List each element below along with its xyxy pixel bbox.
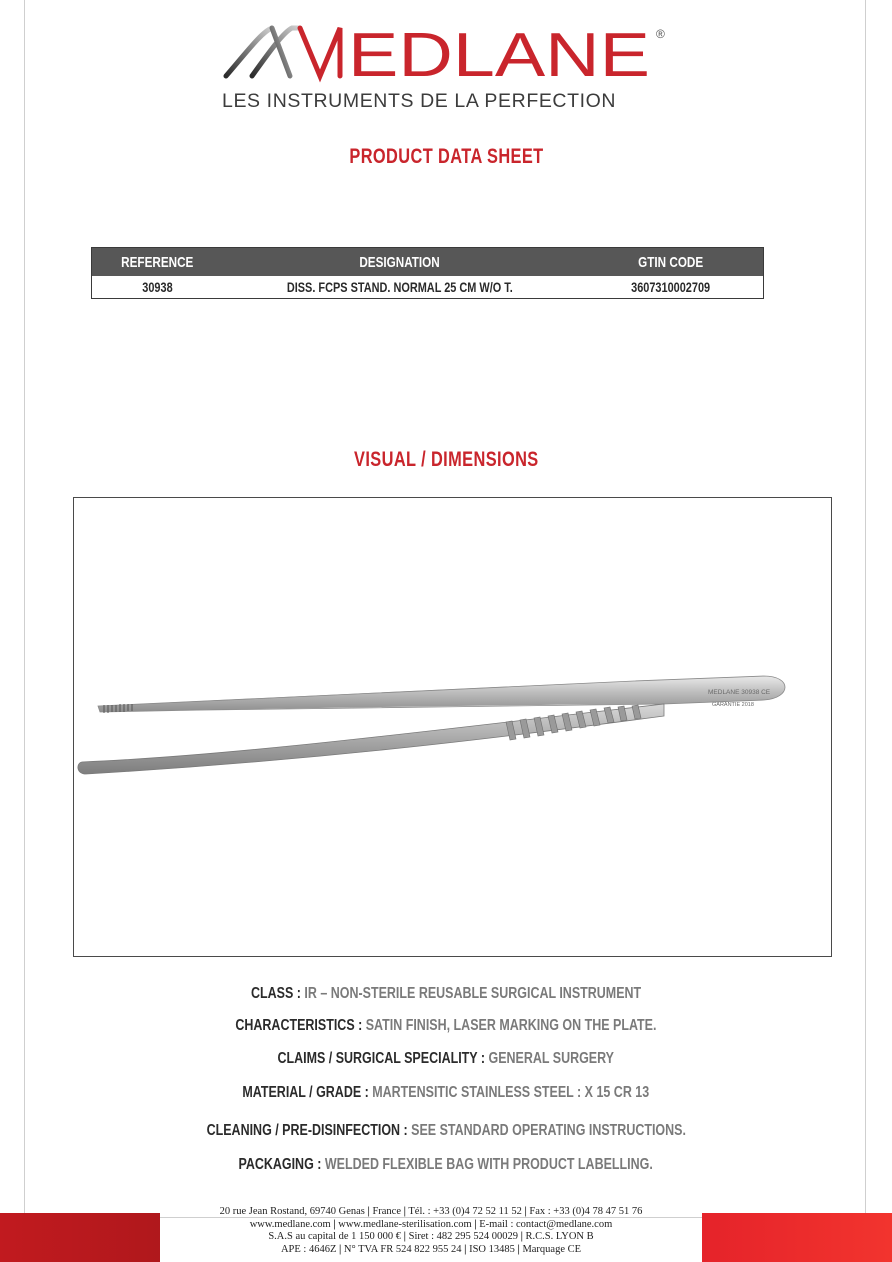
product-table <box>91 247 764 299</box>
logo-text: EDLANE <box>348 21 650 88</box>
laser-marking-line1: MEDLANE 30938 CE <box>708 689 771 696</box>
spec-material: MATERIAL / GRADE : MARTENSITIC STAINLESS STEEL : X 15 CR 13 <box>242 1084 650 1101</box>
header-reference: REFERENCE <box>92 248 223 277</box>
footer-address <box>160 1206 702 1256</box>
laser-marking-line2: GARANTIE 2018 <box>712 702 754 708</box>
footer-bar-right <box>702 1213 892 1262</box>
table-row <box>92 276 764 299</box>
table-header-row <box>92 248 764 277</box>
footer-bar-left <box>0 1213 160 1262</box>
cell-reference: 30938 <box>141 279 173 295</box>
product-data-sheet-title: PRODUCT DATA SHEET <box>348 145 544 168</box>
tagline: LES INSTRUMENTS DE LA PERFECTION <box>222 90 617 112</box>
email-link[interactable]: E-mail : contact@medlane.com <box>479 1218 613 1230</box>
sterilisation-link[interactable]: www.medlane-sterilisation.com <box>338 1218 472 1230</box>
cell-designation: DISS. FCPS STAND. NORMAL 25 CM W/O T. <box>287 279 513 295</box>
footer-line-2: www.medlane.com | www.medlane-sterilisation.com | E-mail : contact@medlane.com <box>249 1218 613 1230</box>
spec-claims: CLAIMS / SURGICAL SPECIALITY : GENERAL SURGERY <box>277 1050 615 1067</box>
footer-line-4: APE : 4646Z | N° TVA FR 524 822 955 24 | ISO 13485 | Marquage CE <box>280 1243 582 1255</box>
spec-cleaning: CLEANING / PRE-DISINFECTION : SEE STANDARD OPERATING INSTRUCTIONS. <box>206 1122 686 1139</box>
cell-gtin: 3607310002709 <box>631 279 710 295</box>
footer-line-3: S.A.S au capital de 1 150 000 € | Siret : 482 295 524 00029 | R.C.S. LYON B <box>268 1231 594 1243</box>
visual-box <box>73 497 832 957</box>
spec-characteristics: CHARACTERISTICS : SATIN FINISH, LASER MARKING ON THE PLATE. <box>235 1017 657 1034</box>
header-designation: DESIGNATION <box>222 248 578 277</box>
spec-class: CLASS : IR – NON-STERILE REUSABLE SURGICAL INSTRUMENT <box>250 985 642 1002</box>
website-link[interactable]: www.medlane.com <box>249 1218 331 1230</box>
footer-line-1: 20 rue Jean Rostand, 69740 Genas | France | Tél. : +33 (0)4 72 52 11 52 | Fax : +33 (0)4 78 47 51 76 <box>219 1206 643 1217</box>
header-gtin: GTIN CODE <box>578 248 764 277</box>
registered-mark: ® <box>656 27 665 41</box>
visual-dimensions-title: VISUAL / DIMENSIONS <box>353 448 539 471</box>
dissecting-forceps-image <box>74 498 833 958</box>
medlane-logo <box>0 18 892 88</box>
spec-packaging: PACKAGING : WELDED FLEXIBLE BAG WITH PRODUCT LABELLING. <box>238 1156 654 1173</box>
